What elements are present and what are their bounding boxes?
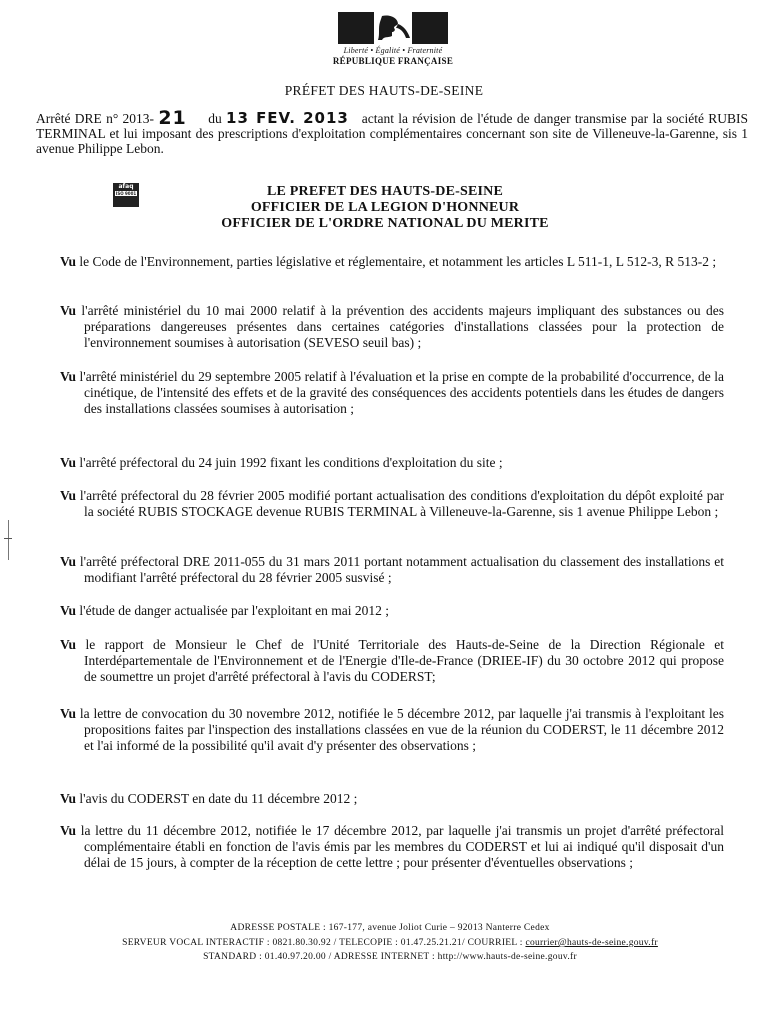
considerant-item bbox=[60, 603, 724, 619]
footer-contact-line bbox=[60, 937, 720, 949]
vu-label: Vu bbox=[60, 369, 77, 384]
vu-label: Vu bbox=[60, 823, 77, 838]
republique-francaise-label: RÉPUBLIQUE FRANÇAISE bbox=[332, 56, 454, 66]
considerant-text: le Code de l'Environnement, parties législative et réglementaire, et notamment les articles L 511-1, L 512-3, R 513-2 ; bbox=[79, 254, 717, 269]
considerant-item bbox=[60, 791, 724, 807]
considerant-text: l'arrêté ministériel du 29 septembre 2005 relatif à l'évaluation et la prise en compte de la probabilité d'occurrence, de la cinétique, de l'intensité des effets et de la gravité des conséquences des accidents potentiels dans les études de dangers des installations classées soumises à autorisation ; bbox=[79, 369, 724, 416]
republic-motto: Liberté • Égalité • Fraternité bbox=[343, 46, 443, 55]
considerant-item bbox=[60, 637, 724, 685]
afaq-brand: afaq bbox=[118, 183, 134, 190]
considerant-text: l'avis du CODERST en date du 11 décembre 2012 ; bbox=[79, 791, 358, 806]
considerant-item bbox=[60, 823, 724, 871]
vu-label: Vu bbox=[60, 603, 77, 618]
footer-standard-website: STANDARD : 01.40.97.20.00 / ADRESSE INTERNET : http://www.hauts-de-seine.gouv.fr bbox=[203, 952, 577, 962]
considerant-text: l'arrêté préfectoral du 24 juin 1992 fixant les conditions d'exploitation du site ; bbox=[79, 455, 503, 470]
vu-label: Vu bbox=[60, 554, 77, 569]
considerant-item bbox=[60, 303, 724, 351]
considerant-text: le rapport de Monsieur le Chef de l'Unité Territoriale des Hauts-de-Seine de la Direction Régionale et Interdépartementale de l'Environnement et de l'Energie d'Ile-de-France (DRIEE-IF) du 30 octobre 2012 qui propose de soumettre un projet d'arrêté préfectoral à l'avis du CODERST; bbox=[84, 637, 724, 684]
considerant-text: l'arrêté préfectoral du 28 février 2005 modifié portant actualisation des conditions d'exploitation du dépôt exploité par la société RUBIS STOCKAGE devenue RUBIS TERMINAL à Villeneuve-la-Garenne, sis 1 avenue Philippe Lebon ; bbox=[79, 488, 725, 519]
considerant-item bbox=[60, 554, 724, 586]
margin-tick bbox=[4, 538, 12, 539]
prefet-title: PRÉFET DES HAUTS-DE-SEINE bbox=[284, 83, 484, 98]
footer-phone-fax: SERVEUR VOCAL INTERACTIF : 0821.80.30.92 / TELECOPIE : 01.47.25.21.21/ COURRIEL : bbox=[122, 938, 526, 948]
footer-postal-address: ADRESSE POSTALE : 167-177, avenue Joliot Curie – 92013 Nanterre Cedex bbox=[230, 923, 550, 933]
considerant-item bbox=[60, 254, 724, 270]
footer-email-link[interactable]: courrier@hauts-de-seine.gouv.fr bbox=[525, 938, 658, 948]
vu-label: Vu bbox=[60, 637, 77, 652]
arrete-prefix: Arrêté DRE n° 2013- bbox=[36, 111, 155, 126]
marianne-logo bbox=[338, 12, 448, 44]
arrete-du: du bbox=[208, 111, 222, 126]
afaq-certification-badge bbox=[113, 183, 139, 207]
afaq-iso: ISO 9001 bbox=[115, 191, 137, 196]
heading-line-3: OFFICIER DE L'ORDRE NATIONAL DU MERITE bbox=[221, 216, 549, 231]
considerant-item bbox=[60, 488, 724, 520]
arrete-subject: actant la révision de l'étude de danger transmise par la société RUBIS TERMINAL et lui imposant des prescriptions d'exploitation complémentaires concernant son site de Villeneuve-la-Garenne, sis 1 avenue Philippe Lebon. bbox=[36, 111, 749, 156]
vu-label: Vu bbox=[60, 254, 77, 269]
vu-label: Vu bbox=[60, 488, 77, 503]
considerant-text: la lettre du 11 décembre 2012, notifiée le 17 décembre 2012, par laquelle j'ai transmis un projet d'arrêté préfectoral complémentaire établi en fonction de l'avis émis par les membres du CODERST et lui ai indiqué qu'il disposait d'un délai de 15 jours, à compter de la réception de cette lettre ; pour présenter d'éventuelles observations ; bbox=[80, 823, 724, 870]
considerant-text: la lettre de convocation du 30 novembre 2012, notifiée le 5 décembre 2012, par laquelle j'ai transmis à l'exploitant les propositions faites par l'inspection des installations classées en vue de la réunion du CODERST, le 11 décembre 2012 et l'ai informé de la possibilité qu'il avait d'y présenter des observations ; bbox=[79, 706, 724, 753]
considerant-item bbox=[60, 455, 724, 471]
considerant-item bbox=[60, 369, 724, 417]
heading-line-1: LE PREFET DES HAUTS-DE-SEINE bbox=[266, 184, 503, 199]
vu-label: Vu bbox=[60, 791, 77, 806]
margin-mark bbox=[8, 520, 9, 560]
arrete-number-handwritten: 21 bbox=[158, 107, 187, 129]
vu-label: Vu bbox=[60, 303, 77, 318]
considerant-text: l'étude de danger actualisée par l'exploitant en mai 2012 ; bbox=[79, 603, 390, 618]
heading-line-2: OFFICIER DE LA LEGION D'HONNEUR bbox=[250, 200, 520, 215]
vu-label: Vu bbox=[60, 706, 77, 721]
arrete-title bbox=[36, 107, 749, 156]
vu-label: Vu bbox=[60, 455, 77, 470]
marianne-profile-icon bbox=[338, 12, 448, 44]
considerant-item bbox=[60, 706, 724, 754]
prefet-heading bbox=[160, 184, 610, 232]
arrete-date-stamp: 13 FEV. 2013 bbox=[226, 109, 349, 127]
considerant-text: l'arrêté préfectoral DRE 2011-055 du 31 mars 2011 portant notamment actualisation du classement des installations et modifiant l'arrêté préfectoral du 28 février 2005 susvisé ; bbox=[79, 554, 724, 585]
considerant-text: l'arrêté ministériel du 10 mai 2000 relatif à la prévention des accidents majeurs impliquant des substances ou des préparations dangereuses présentes dans certaines catégories d'installations classées pour la protection de l'environnement soumises à autorisation (SEVESO seuil bas) ; bbox=[81, 303, 724, 350]
